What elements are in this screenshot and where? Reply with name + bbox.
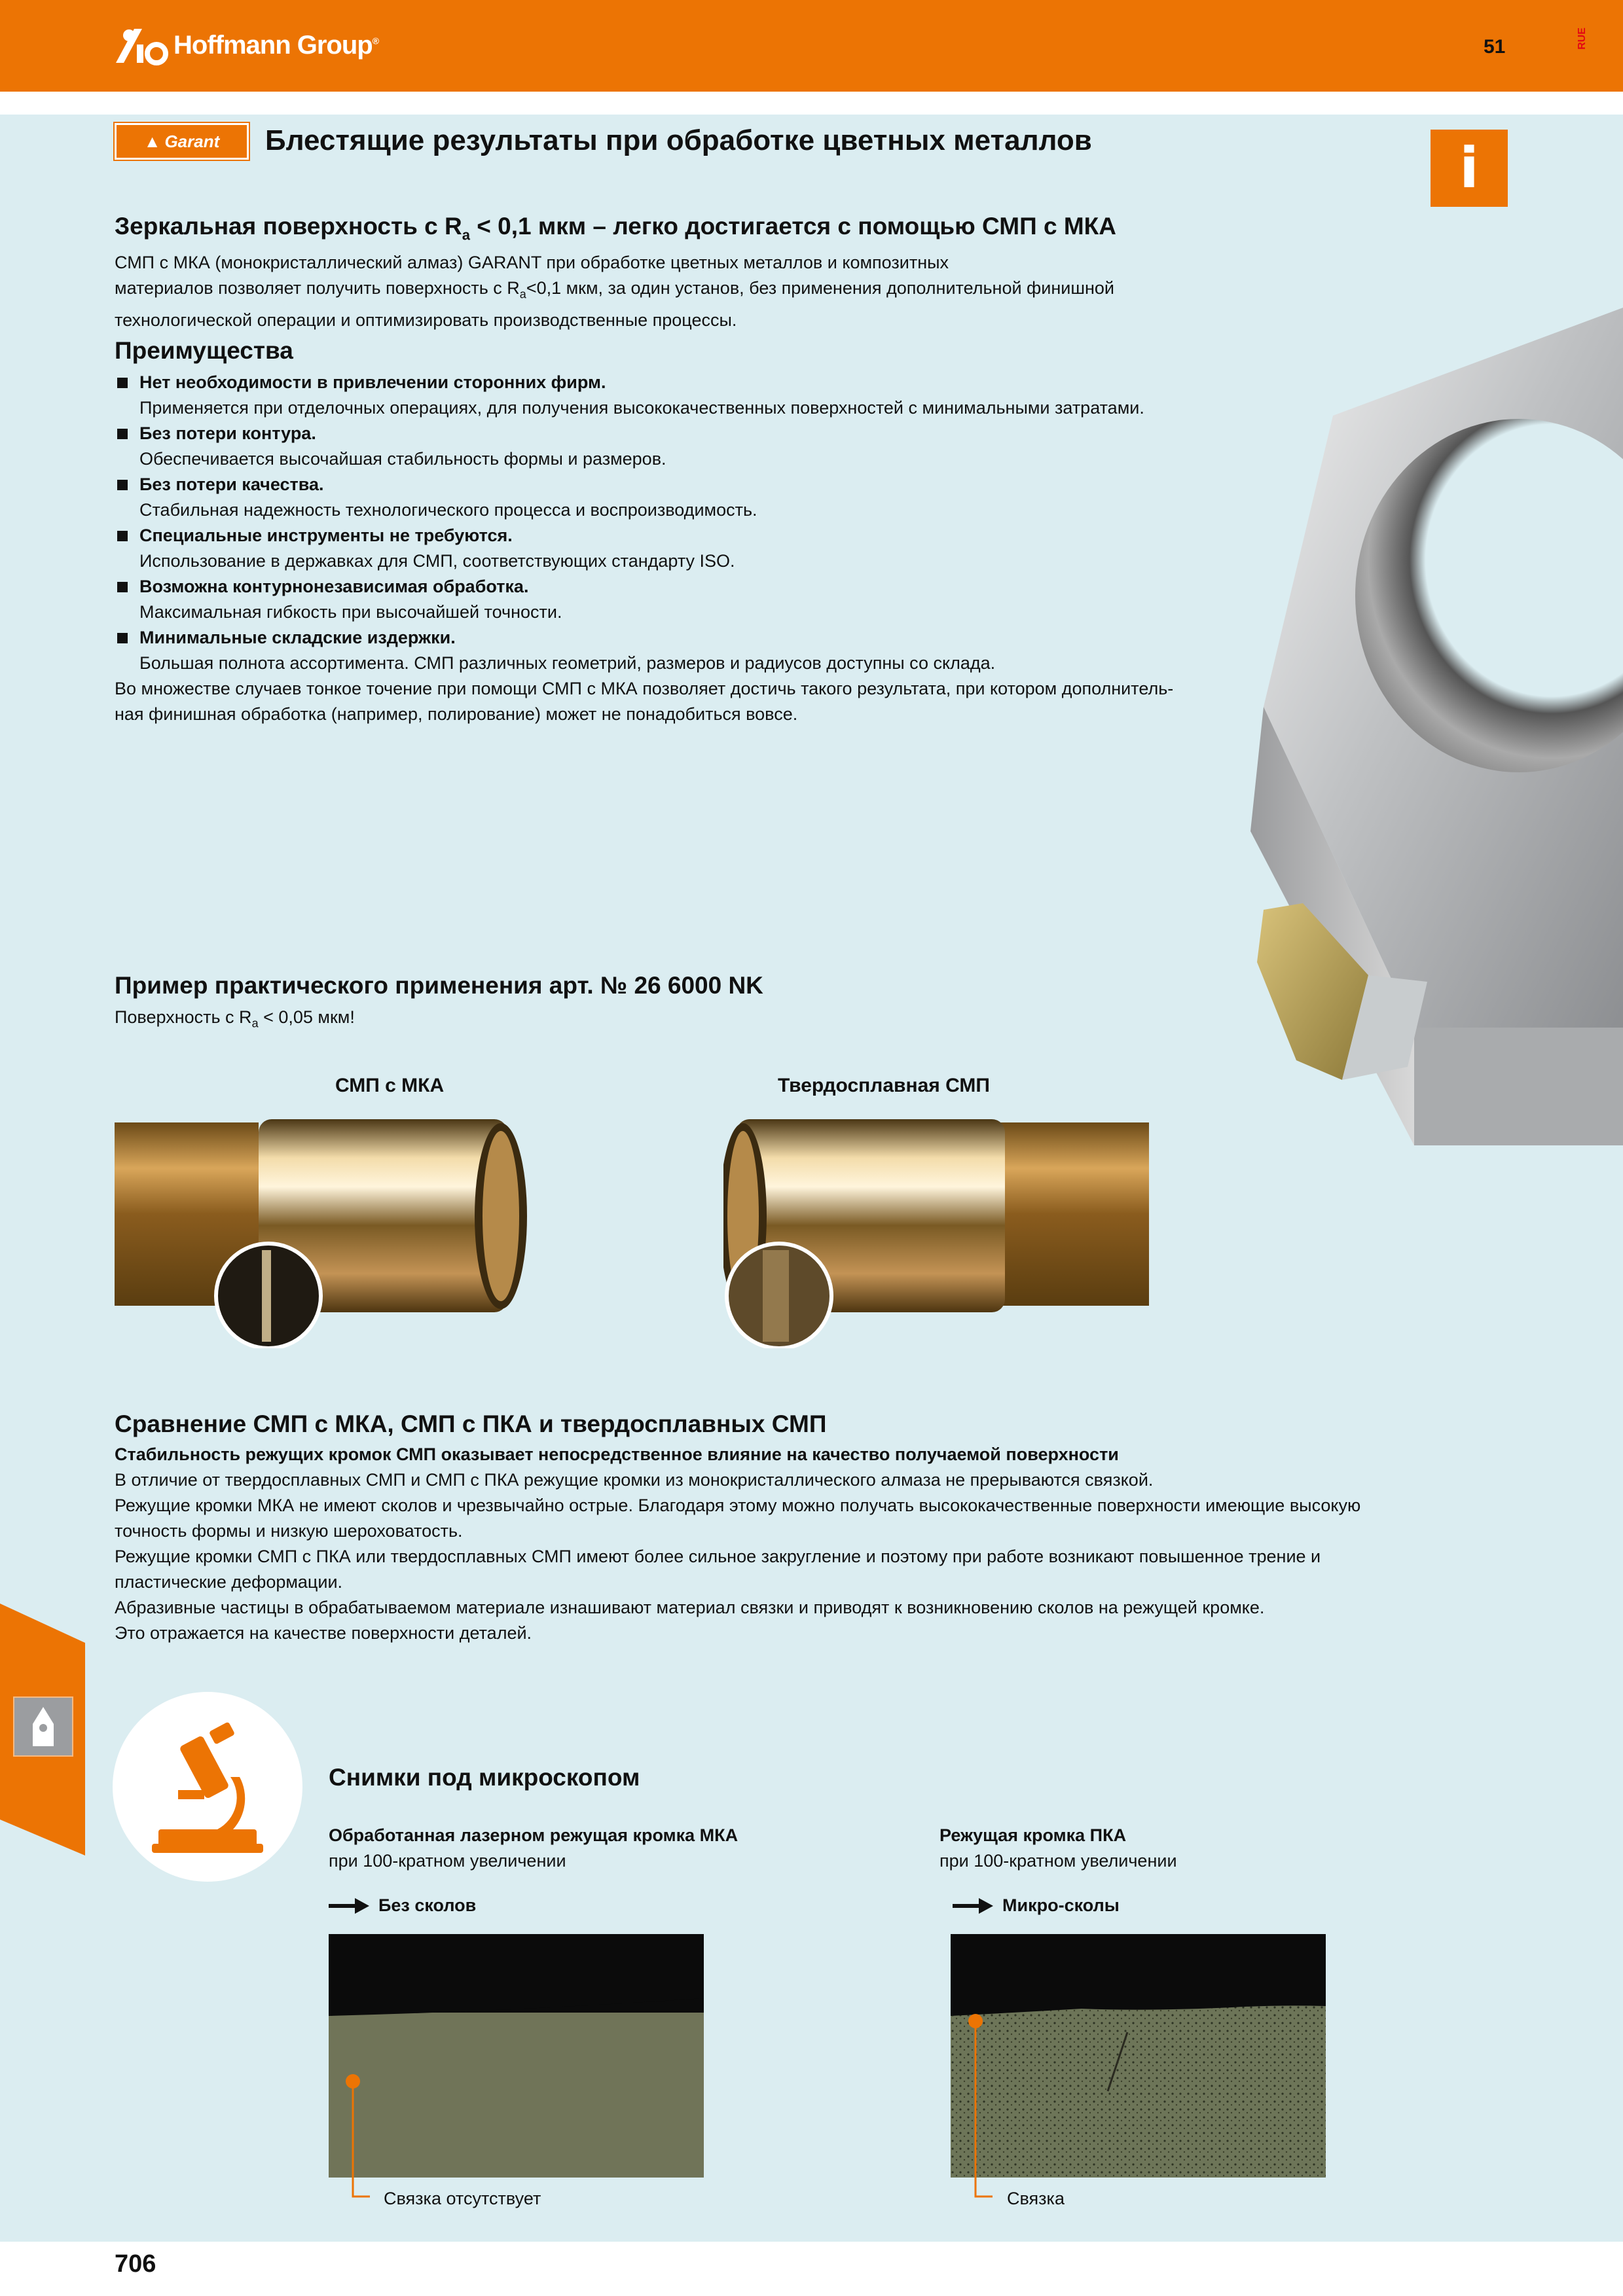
comparison-line: В отличие от твердосплавных СМП и СМП с ПКА режущие кромки из монокристаллического алмаза не прерываются связкой. [115, 1470, 1154, 1490]
micro-left-caption: Обработанная лазерном режущая кромка МКА при 100-кратном увеличении [329, 1825, 739, 1871]
advantages-heading: Преимущества [115, 337, 293, 364]
page-number-bottom: 706 [115, 2250, 156, 2278]
micrograph-pka [951, 1934, 1326, 2178]
brand-logo[interactable] [115, 22, 378, 68]
info-icon: i [1431, 130, 1508, 207]
mirror-line-1: СМП с МКА (монокристаллический алмаз) GARANT при обработке цветных металлов и композитных [115, 253, 949, 273]
comparison-heading: Сравнение СМП с МКА, СМП с ПКА и твердосплавных СМП [115, 1410, 827, 1437]
example-section [115, 972, 763, 1036]
turning-tool-icon [14, 1698, 72, 1755]
bullet-icon [117, 531, 128, 541]
mirror-heading: Зеркальная поверхность с $R_a < 0,1$ мкм – легко достигается с помощью СМП с МКА [115, 213, 1116, 243]
example-subtitle: Поверхность с $R_a < 0,05$ мкм! [115, 1007, 355, 1030]
list-item: Минимальные складские издержки. Большая полнота ассортимента. СМП различных геометрий, размеров и радиусов доступны со склада. [115, 625, 1173, 676]
example-label-left: СМП с МКА [335, 1075, 445, 1096]
comparison-line: Режущие кромки СМП с ПКА или твердосплавных СМП имеют более сильное закругление и поэтому при работе возникают повышенное трение и [115, 1547, 1321, 1566]
rod-image-mka [115, 1119, 560, 1348]
comparison-section [115, 1410, 1360, 1646]
callout-left-label: Связка отсутствует [384, 2189, 541, 2208]
callout-line-right [966, 2013, 993, 2204]
arrow-right-icon [953, 1898, 993, 1914]
comparison-line: пластические деформации. [115, 1572, 343, 1592]
example-heading: Пример практического применения арт. № 26 6000 NK [115, 972, 763, 999]
hoffmann-logo-icon [115, 25, 168, 65]
bullet-icon [117, 378, 128, 388]
brand-name: Hoffmann Group® [173, 30, 379, 60]
mirror-line-2: материалов позволяет получить поверхность с $R_a<0,1$ мкм, за один установ, без применения дополнительной финишной [115, 278, 1115, 301]
list-item: Без потери качества. Стабильная надежность технологического процесса и воспроизводимость. [115, 472, 1173, 523]
advantages-section [115, 337, 1173, 727]
comparison-subheading: Стабильность режущих кромок СМП оказывает непосредственное влияние на качество получаемой поверхности [115, 1444, 1119, 1464]
cutting-insert-image [1244, 308, 1623, 1158]
page-number-top: 51 [1484, 36, 1506, 58]
microscope-icon [113, 1692, 302, 1882]
microscope-heading: Снимки под микроскопом [329, 1764, 640, 1791]
bullet-icon [117, 633, 128, 643]
advantages-closing-1: Во множестве случаев тонкое точение при помощи СМП с МКА позволяет достичь такого результата, при котором дополнитель- [115, 679, 1174, 698]
bullet-icon [117, 429, 128, 439]
list-item: Без потери контура. Обеспечивается высочайшая стабильность формы и размеров. [115, 421, 1173, 472]
bullet-icon [117, 582, 128, 592]
comparison-line: точность формы и низкую шероховатость. [115, 1521, 463, 1541]
bullet-icon [117, 480, 128, 490]
list-item: Специальные инструменты не требуются. Использование в державках для СМП, соответствующих стандарту ISO. [115, 523, 1173, 574]
language-code: RUE [1576, 27, 1588, 50]
garant-logo-icon: ▲ [143, 131, 161, 151]
rod-image-carbide [723, 1119, 1149, 1348]
mirror-section [115, 213, 1116, 333]
advantages-closing-2: ная финишная обработка (например, полирование) может не понадобиться вовсе. [115, 704, 798, 724]
chapter-side-tab[interactable] [0, 1604, 85, 1856]
micro-left-arrow-label: Без сколов [329, 1893, 476, 1918]
comparison-line: Это отражается на качестве поверхности деталей. [115, 1623, 532, 1643]
callout-right-label: Связка [1007, 2189, 1065, 2208]
micro-right-caption: Режущая кромка ПКА при 100-кратном увеличении [939, 1825, 1177, 1871]
example-label-right: Твердосплавная СМП [778, 1075, 990, 1096]
arrow-right-icon [329, 1898, 369, 1914]
mirror-line-3: технологической операции и оптимизировать производственные процессы. [115, 310, 737, 330]
list-item: Возможна контурнонезависимая обработка. Максимальная гибкость при высочайшей точности. [115, 574, 1173, 625]
callout-line-left [344, 2073, 370, 2204]
micro-right-arrow-label: Микро-сколы [953, 1893, 1120, 1918]
divider-strip [0, 92, 1623, 115]
page-title: Блестящие результаты при обработке цветных металлов [265, 124, 1092, 156]
comparison-line: Режущие кромки МКА не имеют сколов и чрезвычайно острые. Благодаря этому можно получать высококачественные поверхности имеющие высокую [115, 1496, 1361, 1515]
list-item: Нет необходимости в привлечении сторонних фирм. Применяется при отделочных операциях, для получения высококачественных поверхностей с минимальными затратами. [115, 370, 1173, 421]
advantages-list [115, 370, 1173, 676]
garant-badge: ▲ Garant [115, 123, 249, 160]
microscope-badge [113, 1692, 302, 1882]
micrograph-mka [329, 1934, 704, 2178]
comparison-line: Абразивные частицы в обрабатываемом материале изнашивают материал связки и приводят к возникновению сколов на режущей кромке. [115, 1598, 1265, 1617]
